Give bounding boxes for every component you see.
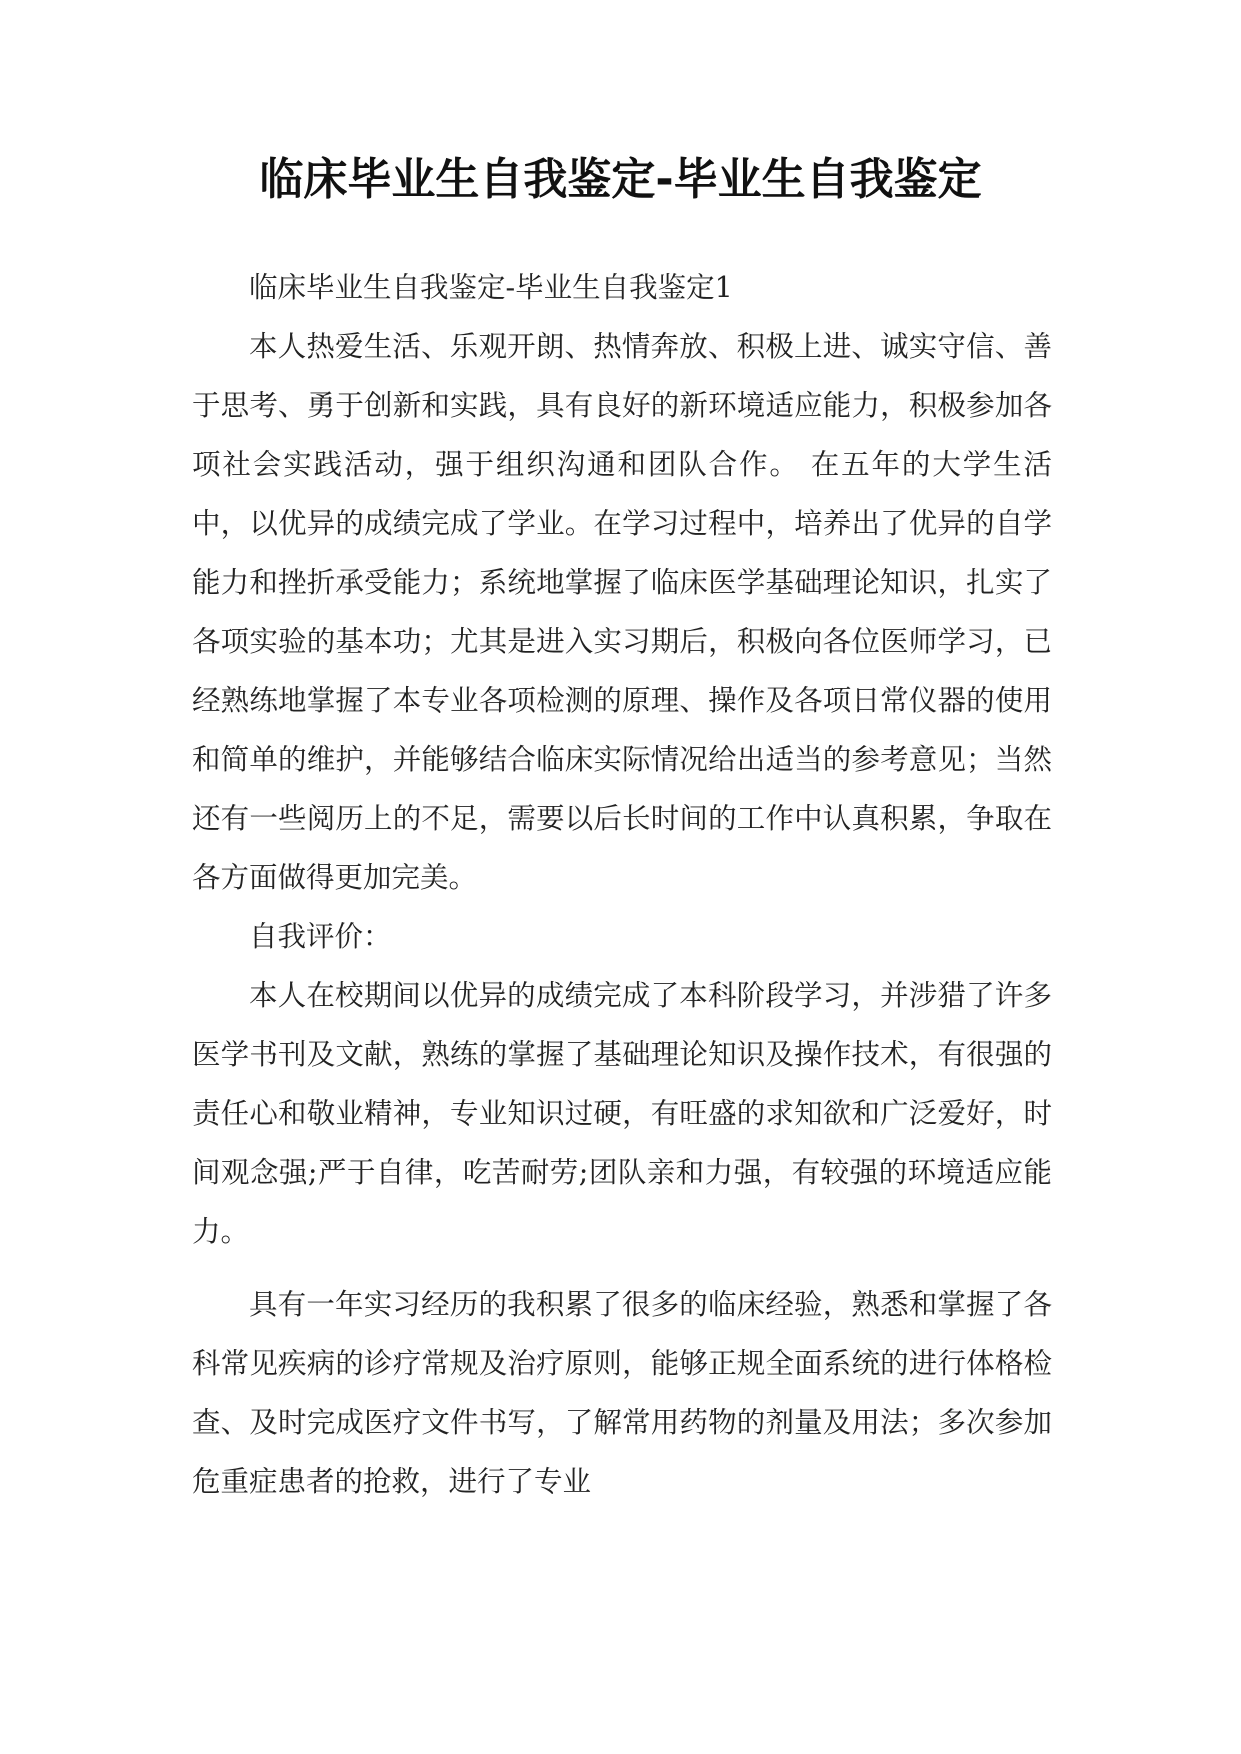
paragraph-self-evaluation: 本人在校期间以优异的成绩完成了本科阶段学习，并涉猎了许多医学书刊及文献，熟练的掌握了基础理论知识及操作技术，有很强的责任心和敬业精神，专业知识过硬，有旺盛的求知欲和广泛爱好，时间观念强;严于自律，吃苦耐劳;团队亲和力强，有较强的环境适应能力。	[192, 979, 1052, 1248]
section-heading: 临床毕业生自我鉴定-毕业生自我鉴定1	[249, 271, 733, 304]
document-body	[192, 258, 1052, 1511]
paragraph-intro: 本人热爱生活、乐观开朗、热情奔放、积极上进、诚实守信、善于思考、勇于创新和实践，具有良好的新环境适应能力，积极参加各项社会实践活动，强于组织沟通和团队合作。 在五年的大学生活中，以优异的成绩完成了学业。在学习过程中，培养出了优异的自学能力和挫折承受能力；系统地掌握了临床医学基础理论知识，扎实了各项实验的基本功；尤其是进入实习期后，积极向各位医师学习，已经熟练地掌握了本专业各项检测的原理、操作及各项日常仪器的使用和简单的维护，并能够结合临床实际情况给出适当的参考意见；当然还有一些阅历上的不足，需要以后长时间的工作中认真积累，争取在各方面做得更加完美。	[192, 330, 1052, 894]
self-evaluation-label: 自我评价：	[249, 920, 392, 953]
paragraph-internship: 具有一年实习经历的我积累了很多的临床经验，熟悉和掌握了各科常见疾病的诊疗常规及治疗原则，能够正规全面系统的进行体格检查、及时完成医疗文件书写，了解常用药物的剂量及用法；多次参加危重症患者的抢救，进行了专业	[192, 1288, 1052, 1498]
document-title: 临床毕业生自我鉴定-毕业生自我鉴定	[259, 154, 982, 205]
paragraph-gap	[192, 1261, 1052, 1275]
